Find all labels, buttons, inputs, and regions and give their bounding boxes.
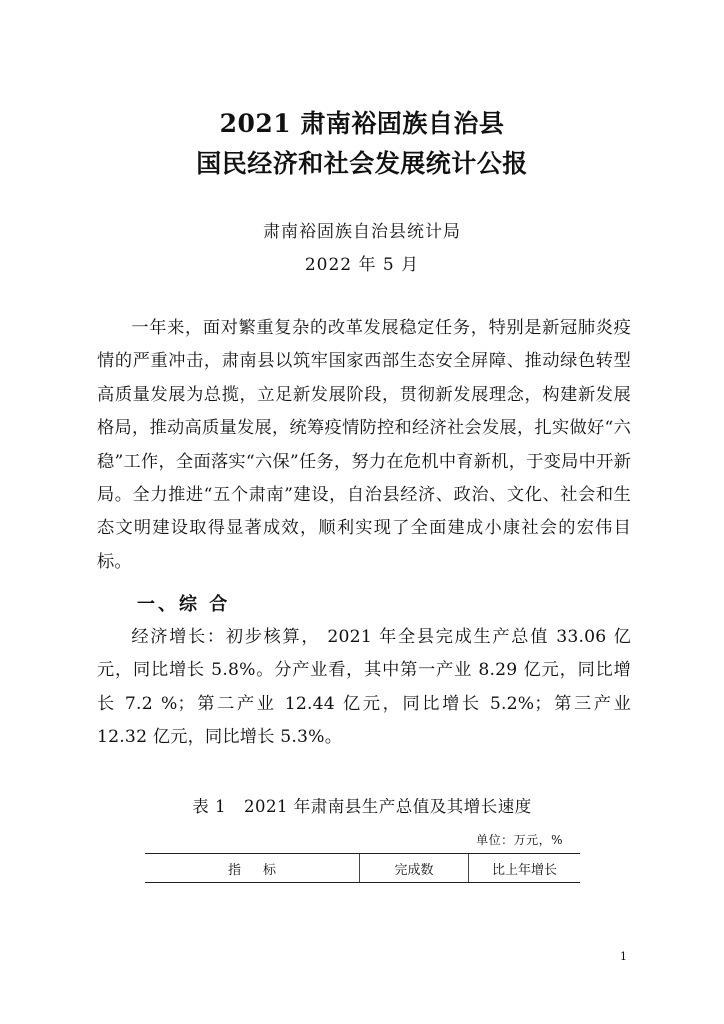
table-label: 表 1: [192, 797, 226, 816]
table-unit: 单位：万元，%: [476, 833, 563, 847]
economic-growth-paragraph: 经济增长：初步核算， 2021 年全县完成生产总值 33.06 亿元，同比增长 5.8%。分产业看，其中第一产业 8.29 亿元，同比增长 7.2 %；第二产业 12.44 亿元，同比增长 5.2%；第三产业 12.32 亿元，同比增长 5.3%。: [97, 627, 631, 748]
table-caption: [0, 793, 724, 817]
title-line-1: 2021 肃南裕固族自治县: [219, 109, 505, 138]
table-header-growth: 比上年增长: [491, 862, 557, 878]
table-header-indicator: 指标: [145, 854, 360, 882]
table-caption-text: 2021 年肃南县生产总值及其增长速度: [244, 797, 532, 816]
section-heading-overview: 一、综 合: [137, 594, 231, 615]
table-header-completed: 完成数: [360, 854, 469, 882]
page-number: 1: [620, 950, 627, 963]
intro-paragraph: 一年来，面对繁重复杂的改革发展稳定任务，特别是新冠肺炎疫情的严重冲击，肃南县以筑牢国家西部生态安全屏障、推动绿色转型高质量发展为总揽，立足新发展阶段，贯彻新发展理念，构建新发展格局，推动高质量发展，统筹疫情防控和经济社会发展，扎实做好“六稳”工作，全面落实“六保”任务，努力在危机中育新机，于变局中开新局。全力推进“五个肃南”建设，自治县经济、政治、文化、社会和生态文明建设取得显著成效，顺利实现了全面建成小康社会的宏伟目标。: [97, 318, 631, 572]
table-header-row: [145, 853, 580, 883]
date-line: 2022 年 5 月: [304, 255, 420, 275]
title-line-2: 国民经济和社会发展统计公报: [196, 149, 528, 178]
author-line: 肃南裕固族自治县统计局: [263, 222, 461, 242]
